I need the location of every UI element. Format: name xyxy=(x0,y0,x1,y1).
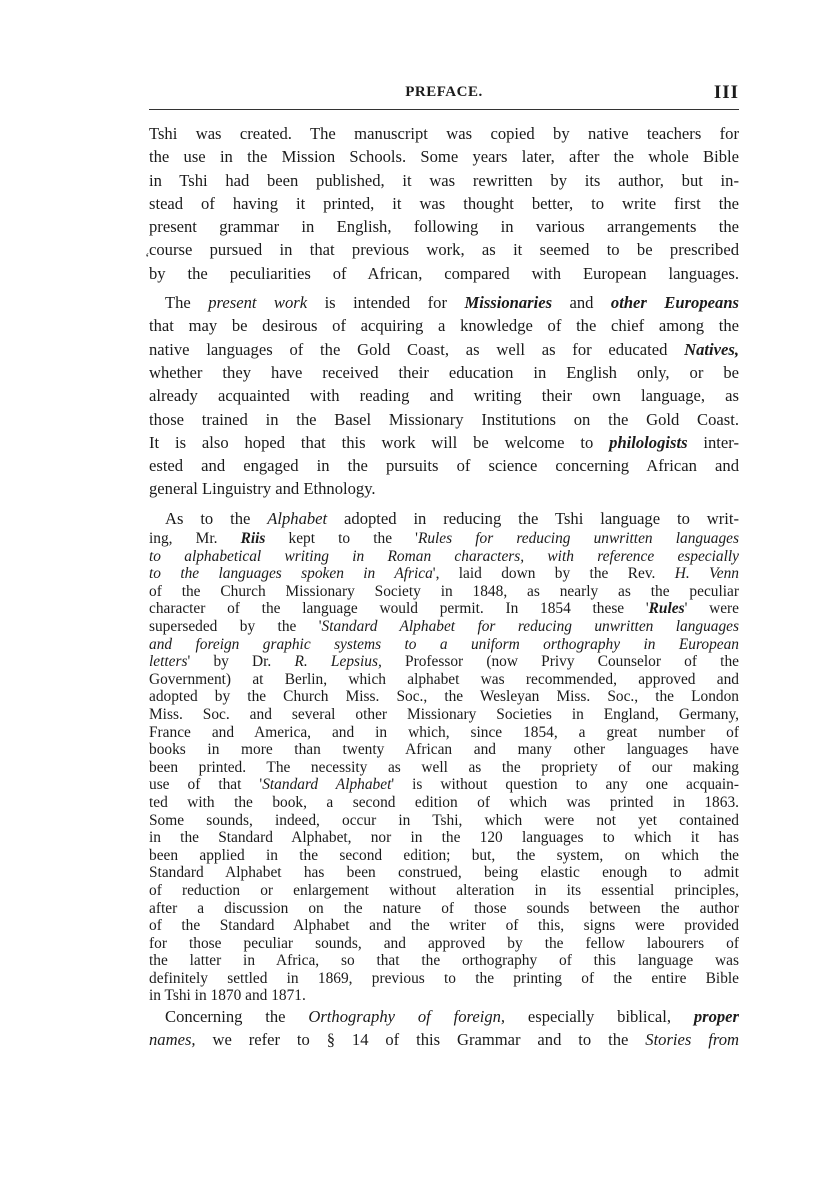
text-line: ested and engaged in the pursuits of science concerning African and xyxy=(149,456,739,476)
text-line: Tshi was created. The manuscript was copied by native teachers for xyxy=(149,124,739,143)
text-line: France and America, and in which, since 1854, a great number of xyxy=(149,723,739,741)
page-body xyxy=(149,122,739,1052)
text-run: we refer to § 14 of this Grammar and to the xyxy=(195,1030,646,1050)
emphasis: Natives, xyxy=(684,339,739,359)
text-run: native languages of the Gold Coast, as well as for educated xyxy=(149,339,685,359)
text-run: ' were xyxy=(684,600,739,618)
text-run: adopted in reducing the Tshi language to writ- xyxy=(327,508,740,528)
emphasis: proper xyxy=(693,1007,739,1027)
text-line xyxy=(149,653,739,671)
margin-mark: ʻ xyxy=(145,251,150,266)
text-line: and foreign graphic systems to a uniform orthography in European xyxy=(149,635,739,653)
text-line: ted with the book, a second edition of which was printed in 1863. xyxy=(149,793,739,811)
emphasis: Missionaries xyxy=(464,293,553,313)
text-line: been printed. The necessity as well as the propriety of our making xyxy=(149,758,739,776)
text-line: books in more than twenty African and many other languages have xyxy=(149,741,739,759)
emphasis: present work xyxy=(208,293,308,313)
text-line: whether they have received their education in English only, or be xyxy=(149,362,739,382)
emphasis: Stories from xyxy=(645,1030,739,1050)
text-line xyxy=(149,776,739,794)
emphasis: Rules for reducing unwritten languages xyxy=(417,530,739,548)
text-run: especially biblical, xyxy=(505,1007,694,1027)
text-line: in Tshi in 1870 and 1871. xyxy=(149,987,306,1005)
text-line: in the Standard Alphabet, nor in the 120 languages to which it has xyxy=(149,829,739,847)
text-line xyxy=(149,431,739,454)
text-line: to alphabetical writing in Roman characters, with reference especially xyxy=(149,547,739,565)
emphasis: Alphabet xyxy=(267,508,328,528)
text-line: that may be desirous of acquiring a knowledge of the chief among the xyxy=(149,316,739,336)
text-run: ', laid down by the Rev. xyxy=(432,565,675,583)
text-run: ing, Mr. xyxy=(149,530,241,548)
text-line: of the Standard Alphabet and the writer of this, signs were provided xyxy=(149,917,739,935)
header-rule xyxy=(149,109,739,110)
emphasis: names, xyxy=(149,1030,196,1050)
running-head xyxy=(149,82,739,106)
emphasis: Rules xyxy=(648,600,685,618)
text-line xyxy=(149,338,739,361)
text-run: As to the xyxy=(165,508,268,528)
text-run: The xyxy=(165,293,209,313)
text-line xyxy=(149,618,739,636)
text-line: stead of having it printed, it was thought better, to write first the xyxy=(149,193,739,213)
text-run: is intended for xyxy=(307,293,465,313)
text-line xyxy=(149,1028,739,1051)
text-line xyxy=(149,507,739,530)
text-run: ' is without question to any one acquain- xyxy=(391,776,739,794)
page-number: III xyxy=(713,82,739,103)
text-line: those trained in the Basel Missionary Institutions on the Gold Coast. xyxy=(149,409,739,429)
emphasis: R. Lepsius, xyxy=(294,653,382,671)
paragraph-alphabet-intro xyxy=(149,507,739,530)
text-run: superseded by the ' xyxy=(149,618,322,636)
text-line xyxy=(149,1005,739,1028)
emphasis: Riis xyxy=(240,530,266,548)
text-run: and xyxy=(552,293,611,313)
text-line xyxy=(149,530,739,548)
paragraph-alphabet xyxy=(149,530,739,1005)
emphasis: letters xyxy=(149,653,188,671)
emphasis: Orthography of foreign, xyxy=(308,1007,506,1027)
emphasis: to the languages spoken in Africa xyxy=(149,565,433,583)
text-line: course pursued in that previous work, as it seemed to be prescribed xyxy=(149,240,739,260)
emphasis: Standard Alphabet xyxy=(262,776,392,794)
text-line: the use in the Mission Schools. Some years later, after the whole Bible xyxy=(149,147,739,167)
text-line xyxy=(149,565,739,583)
text-run: use of that ' xyxy=(149,776,263,794)
text-line: of reduction or enlargement without alteration in its essential principles, xyxy=(149,881,739,899)
text-line: the latter in Africa, so that the orthography of this language was xyxy=(149,952,739,970)
text-line xyxy=(149,600,739,618)
text-line: Some sounds, indeed, occur in Tshi, which were not yet contained xyxy=(149,811,739,829)
text-line: in Tshi had been published, it was rewritten by its author, but in- xyxy=(149,170,739,190)
paragraph-orthography xyxy=(149,1005,739,1052)
text-line: present grammar in English, following in various arrangements the xyxy=(149,217,739,237)
running-title: PREFACE. xyxy=(405,84,483,100)
paragraph-continuation xyxy=(149,122,739,285)
text-line: Miss. Soc. and several other Missionary Societies in England, Germany, xyxy=(149,705,739,723)
text-run: inter- xyxy=(687,432,739,452)
text-line: already acquainted with reading and writing their own language, as xyxy=(149,386,739,406)
text-line: by the peculiarities of African, compared with European languages. xyxy=(149,263,739,283)
text-run: Concerning the xyxy=(165,1007,309,1027)
text-line xyxy=(149,291,739,314)
text-run: character of the language would permit. In 1854 these ' xyxy=(149,600,649,618)
text-run: Professor (now Privy Counselor of the xyxy=(381,653,739,671)
text-line: been applied in the second edition; but, the system, on which the xyxy=(149,846,739,864)
text-line: after a discussion on the nature of those sounds between the author xyxy=(149,899,739,917)
emphasis: Standard Alphabet for reducing unwritten languages xyxy=(321,618,740,636)
text-line: adopted by the Church Miss. Soc., the Wesleyan Miss. Soc., the London xyxy=(149,688,739,706)
text-line: of the Church Missionary Society in 1848, as nearly as the peculiar xyxy=(149,582,739,600)
text-run: ' by Dr. xyxy=(187,653,295,671)
emphasis: H. Venn xyxy=(674,565,739,583)
text-run: It is also hoped that this work will be welcome to xyxy=(149,432,610,452)
paragraph-purpose xyxy=(149,291,739,501)
text-line: Standard Alphabet has been construed, being elastic enough to admit xyxy=(149,864,739,882)
text-line: definitely settled in 1869, previous to the printing of the entire Bible xyxy=(149,969,739,987)
text-line: for those peculiar sounds, and approved by the fellow labourers of xyxy=(149,934,739,952)
emphasis: philologists xyxy=(609,432,688,452)
text-line: Government) at Berlin, which alphabet was recommended, approved and xyxy=(149,670,739,688)
text-run: kept to the ' xyxy=(265,530,418,548)
text-line: general Linguistry and Ethnology. xyxy=(149,479,376,499)
emphasis: other Europeans xyxy=(610,293,740,313)
